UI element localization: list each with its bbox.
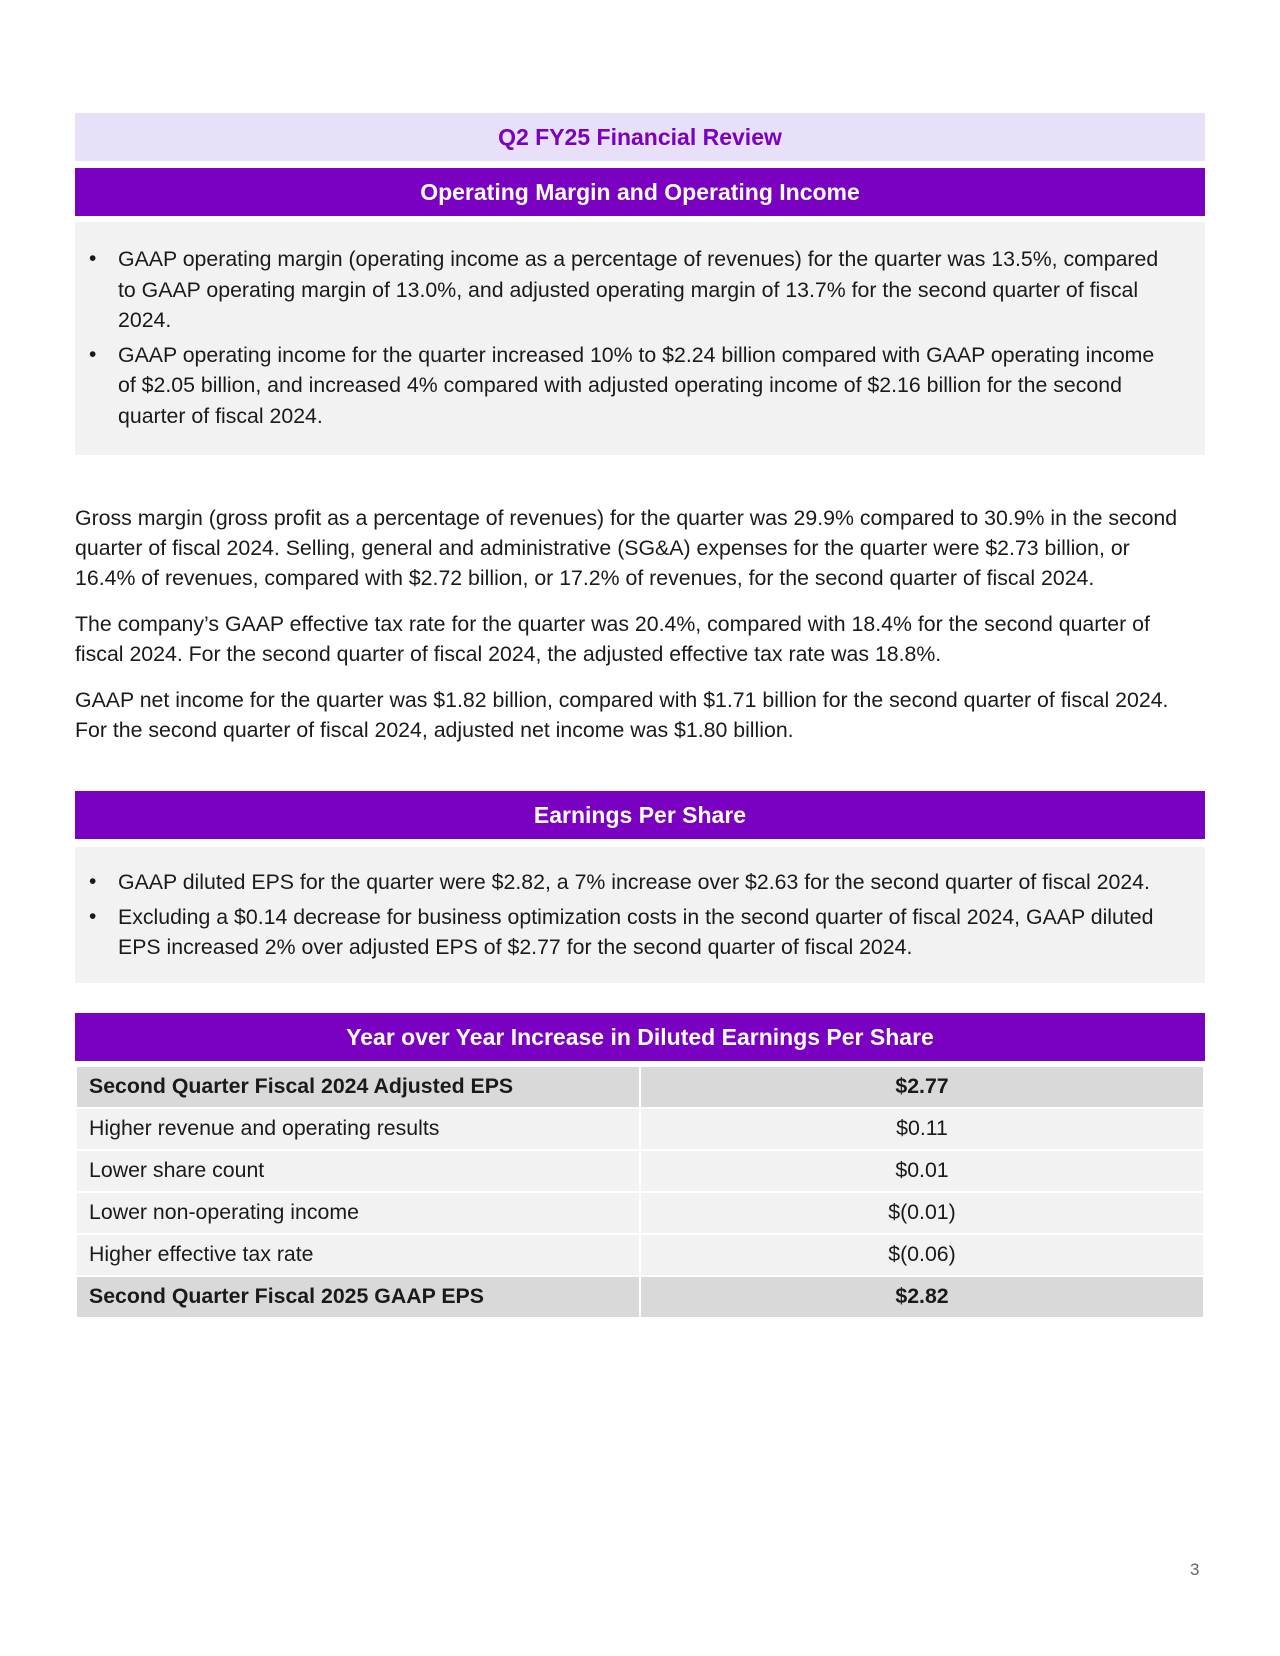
table-row bbox=[76, 1066, 1204, 1108]
table-row-label: Second Quarter Fiscal 2024 Adjusted EPS bbox=[76, 1066, 640, 1108]
operating-section-header: Operating Margin and Operating Income bbox=[75, 168, 1205, 216]
tax-rate-paragraph: The company’s GAAP effective tax rate for the quarter was 20.4%, compared with 18.4% for the second quarter of fiscal 2024. For the second quarter of fiscal 2024, the adjusted effective tax rate was 18.8%. bbox=[75, 612, 1150, 666]
table-row-value: $(0.06) bbox=[640, 1234, 1204, 1276]
table-row bbox=[76, 1150, 1204, 1192]
eps-bullet-box bbox=[75, 847, 1205, 983]
body-paragraphs bbox=[75, 503, 1205, 745]
operating-bullet-2: • GAAP operating income for the quarter increased 10% to $2.24 billion compared with GAAP operating income of $2.05 billion, and increased 4% compared with adjusted operating income of $2.16 billion for the second quarter of fiscal 2024. bbox=[89, 340, 1175, 432]
table-row-label: Second Quarter Fiscal 2025 GAAP EPS bbox=[76, 1276, 640, 1318]
table-row bbox=[76, 1276, 1204, 1318]
eps-table-header: Year over Year Increase in Diluted Earnings Per Share bbox=[75, 1013, 1205, 1061]
page-banner-title: Q2 FY25 Financial Review bbox=[75, 113, 1205, 161]
eps-bridge-table bbox=[75, 1065, 1205, 1319]
table-row bbox=[76, 1192, 1204, 1234]
table-row-label: Higher effective tax rate bbox=[76, 1234, 640, 1276]
eps-bullet-1: • GAAP diluted EPS for the quarter were $2.82, a 7% increase over $2.63 for the second quarter of fiscal 2024. bbox=[89, 867, 1175, 898]
eps-section-header: Earnings Per Share bbox=[75, 791, 1205, 839]
table-row-label: Higher revenue and operating results bbox=[76, 1108, 640, 1150]
table-row-label: Lower non-operating income bbox=[76, 1192, 640, 1234]
gross-margin-paragraph: Gross margin (gross profit as a percentage of revenues) for the quarter was 29.9% compared to 30.9% in the second quarter of fiscal 2024. Selling, general and administrative (SG&A) expenses for the quarter were $2.73 billion, or 16.4% of revenues, compared with $2.72 billion, or 17.2% of revenues, for the second quarter of fiscal 2024. bbox=[75, 506, 1178, 590]
document-page bbox=[75, 113, 1205, 1319]
table-row-label: Lower share count bbox=[76, 1150, 640, 1192]
operating-bullet-box bbox=[75, 222, 1205, 455]
table-row-value: $0.01 bbox=[640, 1150, 1204, 1192]
page-number: 3 bbox=[1190, 1560, 1200, 1579]
table-row-value: $2.77 bbox=[640, 1066, 1204, 1108]
table-row-value: $0.11 bbox=[640, 1108, 1204, 1150]
table-row bbox=[76, 1234, 1204, 1276]
table-row bbox=[76, 1108, 1204, 1150]
eps-bullet-2: • Excluding a $0.14 decrease for business optimization costs in the second quarter of fiscal 2024, GAAP diluted EPS increased 2% over adjusted EPS of $2.77 for the second quarter of fiscal 2024. bbox=[89, 902, 1175, 963]
table-row-value: $2.82 bbox=[640, 1276, 1204, 1318]
net-income-paragraph: GAAP net income for the quarter was $1.82 billion, compared with $1.71 billion for the second quarter of fiscal 2024. For the second quarter of fiscal 2024, adjusted net income was $1.80 billion. bbox=[75, 688, 1169, 742]
eps-bullet-list bbox=[89, 867, 1175, 963]
table-row-value: $(0.01) bbox=[640, 1192, 1204, 1234]
operating-bullet-1: • GAAP operating margin (operating income as a percentage of revenues) for the quarter was 13.5%, compared to GAAP operating margin of 13.0%, and adjusted operating margin of 13.7% for the second quarter of fiscal 2024. bbox=[89, 244, 1175, 336]
operating-bullet-list bbox=[89, 244, 1175, 431]
